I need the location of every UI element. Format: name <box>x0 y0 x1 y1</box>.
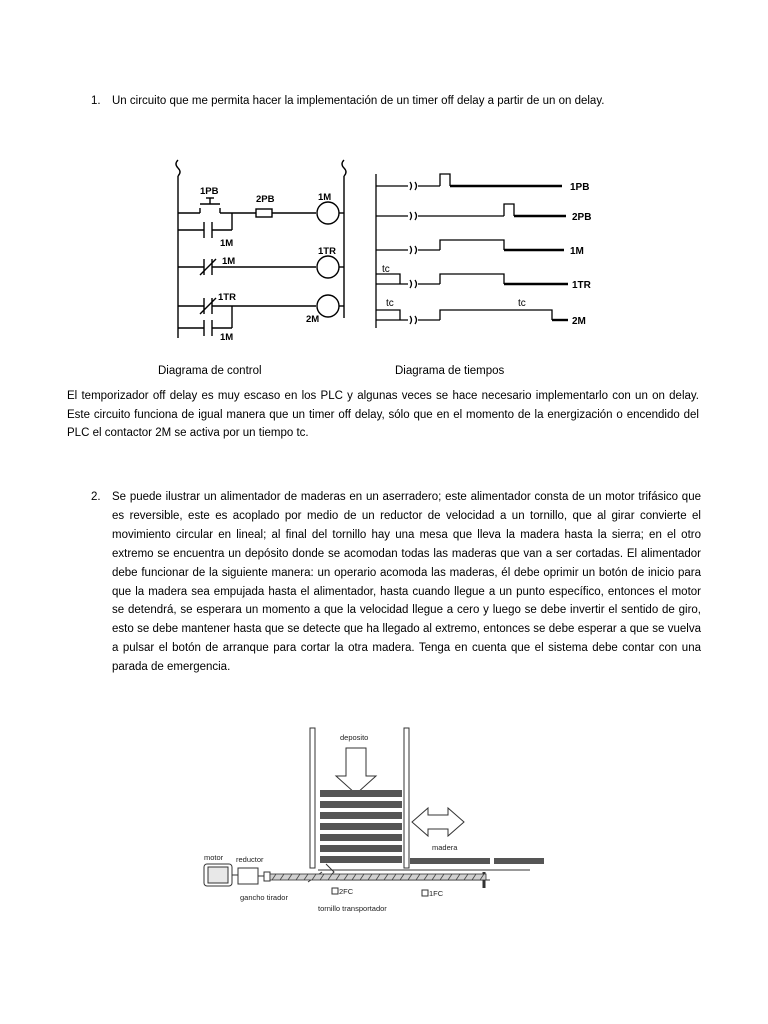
explanation-paragraph: El temporizador off delay es muy escaso en los PLC y algunas veces se hace necesario implementarlo con un on delay. Este circuito funciona de igual manera que un timer off delay, sólo que en el momento de la energización o encendido del PLC el contactor 2M se activa por un tiempo tc. <box>67 390 699 439</box>
question-1-number: 1. <box>91 95 101 107</box>
label-screw: tornillo transportador <box>318 904 387 913</box>
label-coil-1tr: 1TR <box>318 246 336 257</box>
control-diagram-caption: Diagrama de control <box>158 365 262 377</box>
label-hook: gancho tirador <box>240 893 288 902</box>
timing-diagram <box>372 170 602 330</box>
label-wood: madera <box>432 843 458 852</box>
feeder-diagram <box>200 722 550 917</box>
label-2fc: 2FC <box>339 887 354 896</box>
label-motor: motor <box>204 853 224 862</box>
control-diagram <box>168 158 358 348</box>
signal-2m: 2M <box>572 316 586 327</box>
question-2-text: Se puede ilustrar un alimentador de maderas en un aserradero; este alimentador consta de un motor trifásico que es reversible, este es acoplado por medio de un reductor de velocidad a un tornillo, que al girar convierte el movimiento circular en lineal; al final del tornillo hay una mesa que lleva la madera hasta la sierra; en el otro extremo se encuentra un depósito donde se acomodan todas las maderas que van a ser cortadas. El alimentador debe funcionar de la siguiente manera: un operario acomoda las maderas, él debe oprimir un botón de inicio para que la madera sea empujada hasta el alimentador, hasta cuando llegue a un punto específico, entonces el motor se detendrá, se esperara un momento a que la velocidad llegue a cero y luego se debe invertir el sentido de giro, esto se debe mantener hasta que se detecte que ha llegado al extremo, entonces se debe esperar a que se vuelva a pulsar el botón de arranque para cortar la otra madera. Tenga en cuenta que el sistema debe contar con una parada de emergencia. <box>112 491 701 674</box>
label-coil-1m: 1M <box>318 192 332 203</box>
label-nc-1m: 1M <box>222 256 236 267</box>
label-reducer: reductor <box>236 855 264 864</box>
tc-label-1tr: tc <box>382 264 390 275</box>
question-1-text: Un circuito que me permita hacer la implementación de un timer off delay a partir de un on delay. <box>112 95 605 107</box>
signal-1tr: 1TR <box>572 280 591 291</box>
label-1fc: 1FC <box>429 889 444 898</box>
timing-diagram-caption: Diagrama de tiempos <box>395 365 505 377</box>
label-2pb: 2PB <box>256 194 275 205</box>
label-branch-1m: 1M <box>220 332 234 343</box>
label-seal-1m: 1M <box>220 238 234 249</box>
signal-1pb: 1PB <box>570 182 590 193</box>
question-2-number: 2. <box>91 491 101 503</box>
signal-1m: 1M <box>570 246 584 257</box>
label-nc-1tr: 1TR <box>218 292 236 303</box>
label-deposit: deposito <box>340 733 369 742</box>
label-1pb: 1PB <box>200 186 219 197</box>
tc-label-2m: tc <box>386 298 394 309</box>
label-coil-2m: 2M <box>306 314 320 325</box>
tc-label-2m-off: tc <box>518 298 526 309</box>
signal-2pb: 2PB <box>572 212 592 223</box>
